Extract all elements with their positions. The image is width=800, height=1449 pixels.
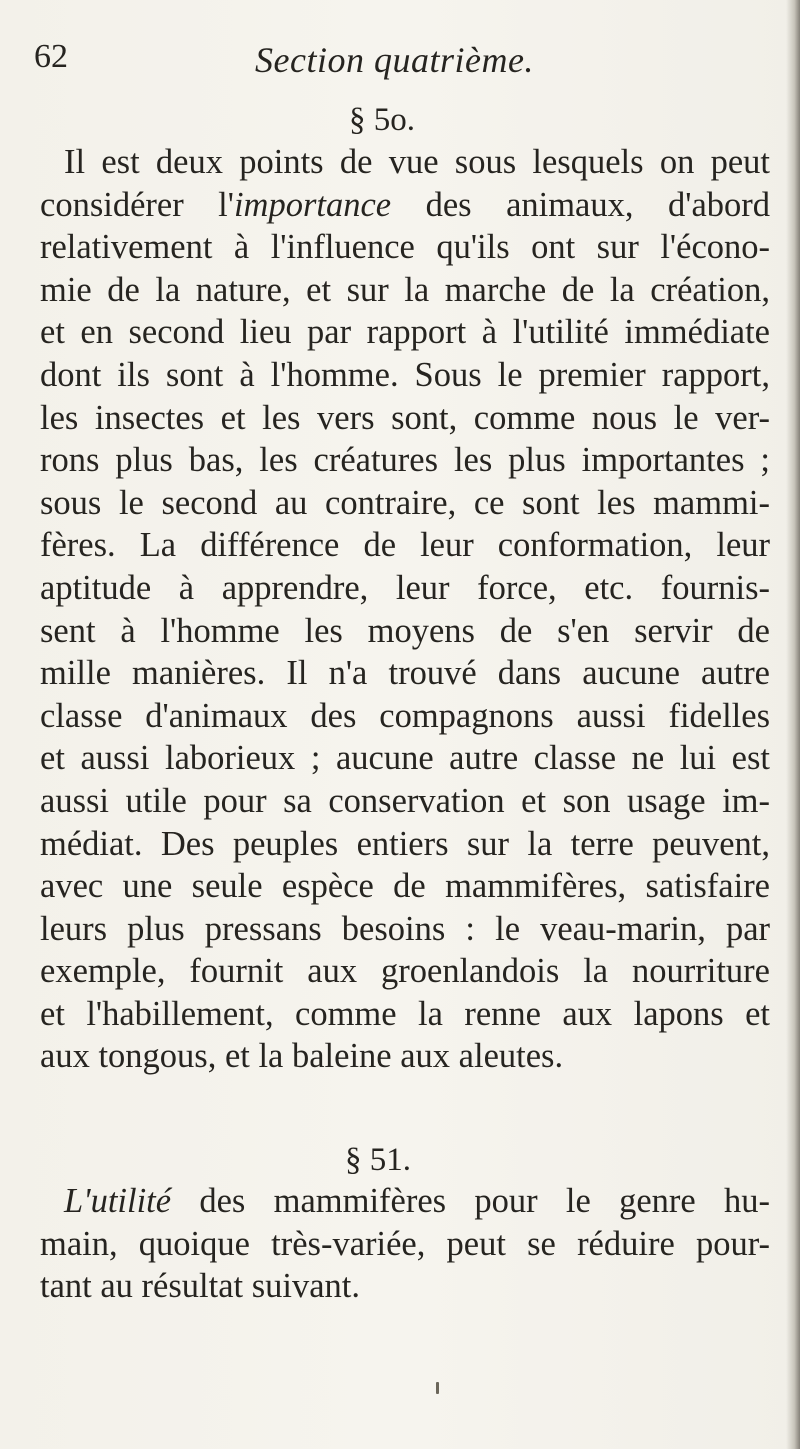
text-run: rons plus bas, les créatures les plus importantes ; [40, 441, 770, 480]
text-line [40, 908, 770, 951]
page-edge-shadow [786, 0, 800, 1449]
text-run: mie de la nature, et sur la marche de la création, [40, 270, 770, 309]
text-line [40, 780, 770, 823]
text-line [40, 226, 770, 269]
text-run: aussi utile pour sa conservation et son usage im- [40, 781, 770, 820]
text-line [40, 1035, 770, 1078]
text-line [40, 439, 770, 482]
text-run: les insectes et les vers sont, comme nous le ver- [40, 398, 770, 437]
running-head: Section quatrième. [255, 40, 534, 80]
text-run: fères. La différence de leur conformation, leur [40, 526, 770, 565]
text-run: médiat. Des peuples entiers sur la terre peuvent, [40, 824, 770, 863]
text-run: mille manières. Il n'a trouvé dans aucune autre [40, 654, 770, 693]
text-line [40, 865, 770, 908]
text-run: dont ils sont à l'homme. Sous le premier rapport, [40, 355, 770, 394]
text-line [40, 950, 770, 993]
text-line [40, 269, 770, 312]
text-line [40, 610, 770, 653]
text-run: relativement à l'influence qu'ils ont sur l'écono- [40, 228, 770, 267]
text-line [40, 737, 770, 780]
section-heading-50: § 5o. [349, 102, 415, 138]
text-run: sent à l'homme les moyens de s'en servir de [40, 611, 770, 650]
text-line [40, 482, 770, 525]
italic-term: L'utilité [64, 1182, 172, 1220]
text-run: des animaux, d'abord [391, 185, 770, 224]
text-line [40, 354, 770, 397]
text-line: tant au résultat suivant. [40, 1267, 361, 1306]
text-run: des mammifères pour le genre hu- [171, 1182, 770, 1220]
italic-term: importance [233, 185, 392, 224]
text-line [40, 397, 770, 440]
paragraph-section-51 [40, 1180, 770, 1308]
text-line [40, 141, 770, 184]
text-line [40, 567, 770, 610]
text-line [40, 1180, 770, 1223]
text-line: main, quoique très-variée, peut se réduire pour- [40, 1224, 770, 1263]
text-run: leurs plus pressans besoins : le veau-marin, par [40, 909, 770, 948]
text-line [40, 311, 770, 354]
paragraph-section-50 [40, 141, 770, 1078]
text-line [40, 823, 770, 866]
text-run: et en second lieu par rapport à l'utilité immédiate [40, 313, 770, 352]
text-line [40, 652, 770, 695]
text-line [40, 993, 770, 1036]
text-run: et l'habillement, comme la renne aux lapons et [40, 994, 770, 1033]
text-line [40, 184, 770, 227]
section-heading-51: § 51. [345, 1142, 411, 1178]
text-run: aptitude à apprendre, leur force, etc. fournis- [40, 568, 770, 607]
text-run: sous le second au contraire, ce sont les mammi- [40, 483, 770, 522]
text-run: aux tongous, et la baleine aux aleutes. [40, 1037, 564, 1076]
page-number: 62 [34, 38, 68, 75]
text-line [40, 695, 770, 738]
text-run: exemple, fournit aux groenlandois la nourriture [40, 952, 770, 991]
text-run: classe d'animaux des compagnons aussi fidelles [40, 696, 770, 735]
text-run: et aussi laborieux ; aucune autre classe ne lui est [40, 739, 770, 778]
text-run: avec une seule espèce de mammifères, satisfaire [40, 867, 770, 906]
text-line [40, 524, 770, 567]
text-run: Il est deux points de vue sous lesquels on peut [64, 143, 770, 181]
ink-speck [436, 1382, 439, 1394]
text-run: considérer l' [40, 185, 234, 224]
